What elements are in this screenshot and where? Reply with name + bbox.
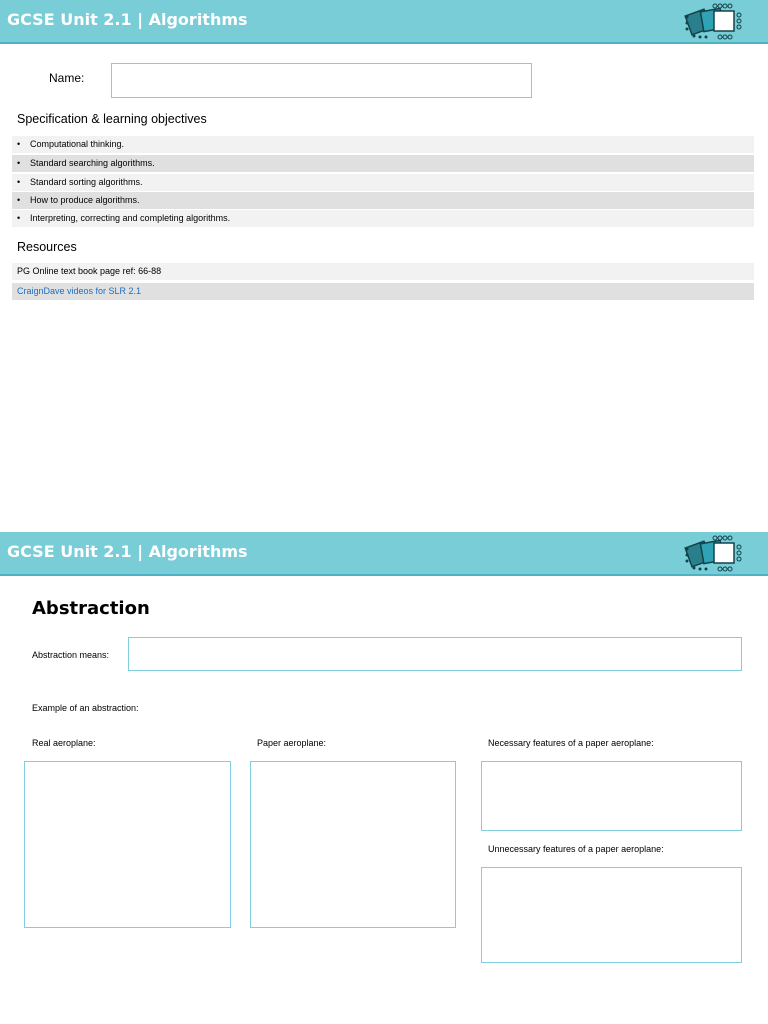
example-label: Example of an abstraction: [32, 703, 139, 713]
textbook-ref: PG Online text book page ref: 66-88 [12, 263, 754, 280]
video-link[interactable]: CraignDave videos for SLR 2.1 [12, 283, 754, 300]
page-header [0, 0, 768, 44]
header-title: GCSE Unit 2.1 | Algorithms [7, 10, 248, 29]
paper-aeroplane-box[interactable] [250, 761, 456, 928]
objective-item: • How to produce algorithms. [12, 192, 754, 209]
page-header [0, 532, 768, 576]
spec-heading: Specification & learning objectives [17, 112, 207, 126]
name-input[interactable] [111, 63, 532, 98]
necessary-features-label: Necessary features of a paper aeroplane: [488, 738, 654, 748]
real-aeroplane-box[interactable] [24, 761, 231, 928]
name-label: Name: [49, 71, 85, 85]
necessary-features-box[interactable] [481, 761, 742, 831]
unnecessary-features-box[interactable] [481, 867, 742, 963]
real-aeroplane-label: Real aeroplane: [32, 738, 96, 748]
circuit-logo-icon [684, 3, 762, 41]
abstraction-means-input[interactable] [128, 637, 742, 671]
objective-item: • Computational thinking. [12, 136, 754, 153]
objective-item: • Standard searching algorithms. [12, 155, 754, 172]
objective-item: • Interpreting, correcting and completing algorithms. [12, 210, 754, 227]
header-title: GCSE Unit 2.1 | Algorithms [7, 542, 248, 561]
circuit-logo-icon [684, 535, 762, 573]
unnecessary-features-label: Unnecessary features of a paper aeroplane: [488, 844, 664, 854]
paper-aeroplane-label: Paper aeroplane: [257, 738, 327, 748]
objective-item: • Standard sorting algorithms. [12, 174, 754, 191]
resources-heading: Resources [17, 240, 77, 254]
abstraction-means-label: Abstraction means: [32, 650, 110, 660]
abstraction-heading: Abstraction [32, 598, 150, 619]
